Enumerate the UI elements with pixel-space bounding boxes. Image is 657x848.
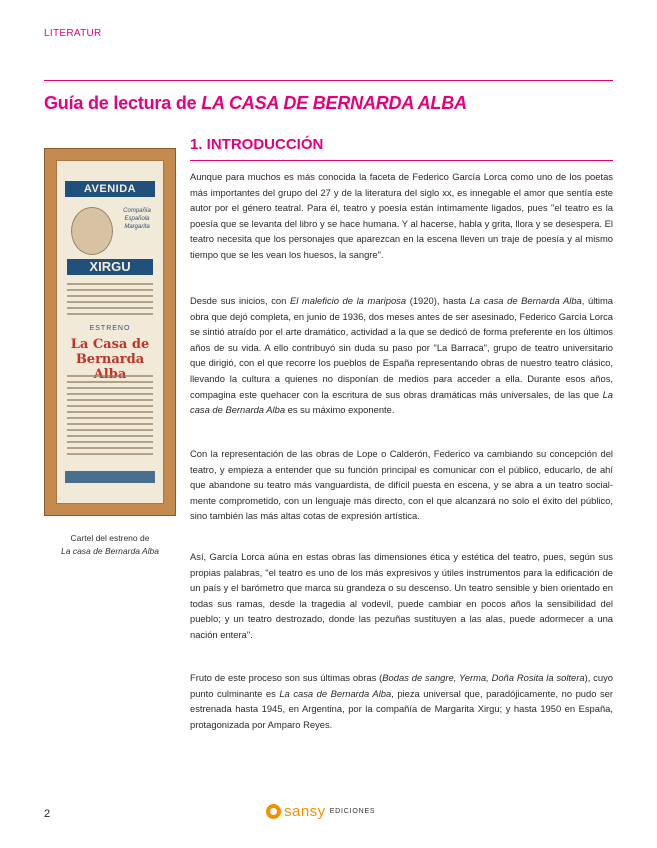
poster-cast-lines [67,375,153,459]
poster-sheet [56,160,164,504]
paragraph-2 [190,293,613,418]
paragraph-5-text: , pieza universal que, paradójicamente, no pudo ser estrenada hasta 1945, en Argentina, por la compañía de Margarita Xirgu; y hasta 1950 en España, protagonizada por Amparo Reyes. [190,687,613,730]
poster-play-line1: La Casa de [70,337,150,352]
publisher-logo-icon [266,804,281,819]
section-rule [190,160,613,161]
paragraph-2-text: , última obra que dejó completa, en junio de 1936, dos meses antes de ser asesinado, Federico García Lorca se sintió atraído por el arte dramático, actividad a la que se dedicó de forma preferente en los últimos años de su vida. A ello contribuyó sin duda su paso por "La Barraca", grupo de teatro universitario que dirigió, con el que recorre los pueblos de España representando obras de nuestro teatro clásico, llevando la cultura a quienes no disponían de medios para acceder a ella. Durante esos años, compagina este quehacer con la escritura de sus obras dramáticas más universales, de las que [190,295,614,400]
paragraph-5-text: Fruto de este proceso son sus últimas obras ( [190,672,383,683]
publisher-logo [266,801,375,821]
paragraph-5-text: ), cuyo punto culminante es [190,672,613,699]
page-title [44,93,467,114]
paragraph-2-text: (1920), hasta [406,295,470,306]
paragraph-4: Así, García Lorca aúna en estas obras las dimensiones ética y estética del teatro, pues, según sus propias palabras, "el teatro es uno de los más expresivos y útiles instrumentos para la edificación de un país y el barómetro que marca su grandeza o su descenso. Un teatro sensible y bien orientado en todas sus ramas, desde la tragedia al vodevil, puede cambiar en pocos años la sensibilidad del pueblo; y un teatro destrozado, donde las pezuñas sustituyen a las alas, puede adormecer a una nación entera". [190,551,613,640]
poster-company: Compañía Española Margarita [123,208,151,230]
section-tag: LITERATUR [44,28,102,39]
work-title: Bodas de sangre, Yerma, Doña Rosita la soltera [382,672,585,683]
poster-caption [44,532,176,558]
paragraph-1: Aunque para muchos es más conocida la faceta de Federico García Lorca como uno de los poetas más importantes del grupo del 27 y de la literatura del siglo xx, es innegable el amor que sentía este autor por el género teatral. Para él, teatro y poesía están íntimamente ligados, pues "el teatro es la poesía que se levanta del libro y se hace humana. Y al hacerse, habla y grita, llora y se desespera. El teatro necesita que los personajes que aparezcan en la escena lleven un traje de poesía y al mismo tiempo que se les vean los huesos, la sangre". [190,171,613,260]
header-rule [44,80,613,81]
poster-theatre-name: AVENIDA [65,181,155,197]
paragraph-2-text: es su máximo exponente. [285,404,395,416]
work-title: La casa de Bernarda Alba [190,388,613,416]
paragraph-3: Con la representación de las obras de Lope o Calderón, Federico va cambiando su concepción del teatro, y empieza a entender que su función principal es comunicar con el público, educarlo, de ahí que abandone su teatro más vanguardista, de difícil puesta en escena, y se abra a un teatro social- mente comprometido, con un lenguaje más directo, con el que alcanzará no solo el éxito del público, sino también las más altas cotas de expresión artística. [190,448,613,522]
page-title-work: LA CASA DE BERNARDA ALBA [201,93,467,113]
publisher-sub: EDICIONES [329,807,376,815]
work-title: La casa de Bernarda Alba [279,687,392,699]
publisher-brand: sansy [284,802,326,820]
page-number: 2 [44,808,51,820]
poster-text-lines [67,283,153,319]
poster-play-line2: Bernarda [75,352,145,367]
premiere-poster-image [44,148,176,516]
poster-actress: XIRGU [67,259,153,275]
poster-estreno: ESTRENO [89,325,131,332]
caption-line2: La casa de Bernarda Alba [61,546,159,556]
work-title: La casa de Bernarda Alba [469,295,582,306]
poster-portrait [71,207,113,255]
paragraph-2-text: Desde sus inicios, con [190,295,290,306]
poster-footer-band [65,471,155,483]
caption-line1: Cartel del estreno de [70,533,150,543]
section-title: 1. INTRODUCCIÓN [190,136,324,153]
paragraph-5 [190,670,613,732]
page-title-prefix: Guía de lectura de [44,93,202,113]
work-title: El maleficio de la mariposa [289,295,407,306]
